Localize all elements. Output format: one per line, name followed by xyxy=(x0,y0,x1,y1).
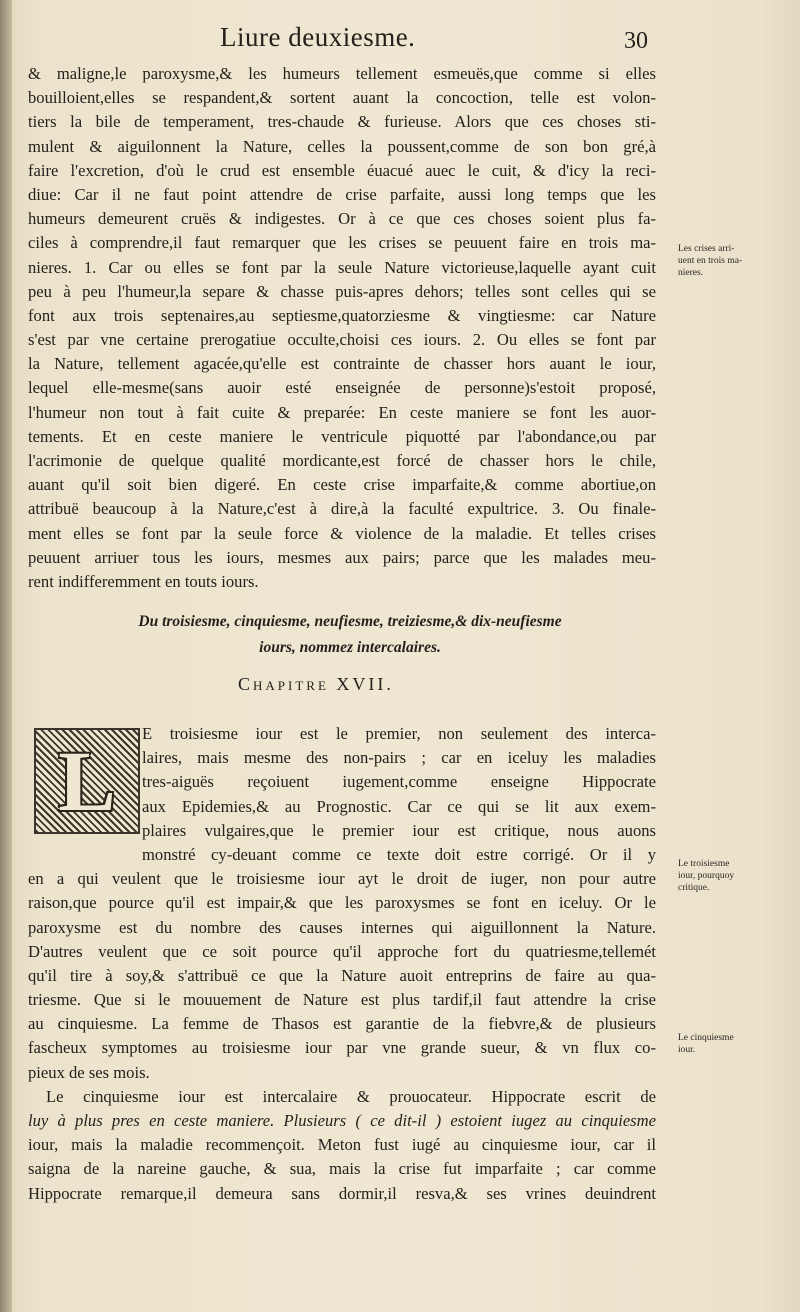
page-number: 30 xyxy=(624,28,648,54)
text-line: humeurs demeurent cruës & indigestes. Or à ce que ces choses soient plus fa- xyxy=(28,209,656,229)
text-line: mulent & aiguilonnent la Nature, celles la poussent,comme de son bon gré,à xyxy=(28,136,656,156)
text-line: rent indifferemment en touts iours. xyxy=(28,571,259,591)
text-line: auant qu'il soit bien digeré. En ceste crise imparfaite,& comme abortiue,on xyxy=(28,475,656,495)
text-line: E troisiesme iour est le premier, non seulement des interca- xyxy=(142,724,656,743)
text-line: au cinquiesme. La femme de Thasos est garantie de la fiebvre,& de plusieurs xyxy=(28,1014,656,1034)
text-line: l'humeur non tout à fait cuite & preparée: En ceste maniere se font les auor- xyxy=(28,402,656,422)
text-line: plaires vulgaires,que le premier iour est critique, nous auons xyxy=(142,820,656,840)
body-text-block-2 xyxy=(28,722,656,1206)
text-line: attribuë beaucoup à la Nature,c'est à dire,à la faculté expultrice. 3. Ou finale- xyxy=(28,499,656,519)
text-line: raison,que pource qu'il est impair,& que les paroxysmes se font en iceluy. Or le xyxy=(28,893,656,913)
text-line: diue: Car il ne faut point attendre de crise parfaite, aussi long temps que les xyxy=(28,184,656,204)
text-line: bouilloient,elles se respandent,& sortent auant la concoction, telle est volon- xyxy=(28,88,656,108)
text-line: peuuent arriuer tous les iours, mesmes aux pairs; parce que les malades meu- xyxy=(28,547,656,567)
text-line: ment elles se font par la seule force & violence de la maladie. Et telles crises xyxy=(28,523,656,543)
text-line: iour, mais la maladie recommençoit. Meton fust iugé au cinquiesme iour, car il xyxy=(28,1135,656,1155)
section-subtitle-line-2: iours, nommez intercalaires. xyxy=(259,639,441,656)
text-line: fascheux symptomes au troisiesme iour par vne grande sueur, & vn flux co- xyxy=(28,1038,656,1058)
text-line: monstré cy-deuant comme ce texte doit estre corrigé. Or il y xyxy=(142,844,656,864)
text-line: nieres. 1. Car ou elles se font par la seule Nature victorieuse,laquelle ayant cuit xyxy=(28,257,656,277)
text-line: en a qui veulent que le troisiesme iour ayt le droit de iuger, non pour autre xyxy=(28,869,656,889)
marginal-note-3: Le cinquiesme iour. xyxy=(678,1033,734,1055)
text-line: faire l'excretion, d'où le crud est ensemble éuacué auec le cuit, & d'icy la reci- xyxy=(28,160,656,180)
text-line: s'est par vne certaine prerogatiue occulte,choisi ces iours. 2. Ou elles se font par xyxy=(28,330,656,350)
text-line: laires, mais mesme des non-pairs ; car en iceluy les maladies xyxy=(142,748,656,768)
chapter-heading: Chapitre XVII. xyxy=(238,674,394,694)
text-line: l'acrimonie de quelque qualité mordicante,est forcé de chasser hors le chile, xyxy=(28,451,656,470)
text-line: paroxysme est du nombre des causes internes qui aiguillonnent la Nature. xyxy=(28,917,656,937)
text-line: aux Epidemies,& au Prognostic. Car ce qui se lit aux exem- xyxy=(142,796,656,816)
text-line: Le cinquiesme iour est intercalaire & prouocateur. Hippocrate escrit de xyxy=(46,1086,656,1106)
text-line: tements. Et en ceste maniere le ventricule piquotté par l'abondance,ou par xyxy=(28,426,656,446)
text-line: ciles à comprendre,il faut remarquer que les crises se peuuent faire en trois ma- xyxy=(28,233,656,253)
text-line: D'autres veulent que ce soit pource qu'il approche fort du quatriesme,tellemét xyxy=(28,941,656,961)
text-line: la Nature, tellement agacée,qu'elle est contrainte de chasser hors auant le iour, xyxy=(28,354,656,374)
text-line: lequel elle-mesme(sans auoir esté enseignée de personne)s'estoit proposé, xyxy=(28,378,656,398)
text-line: luy à plus pres en ceste maniere. Plusieurs ( ce dit-il ) estoient iugez au cinquiesme xyxy=(28,1111,656,1130)
text-line: tres-aiguës reçoiuent iugement,comme enseigne Hippocrate xyxy=(142,772,656,792)
text-line: tiers la bile de temperament, tres-chaude & furieuse. Alors que ces choses sti- xyxy=(28,112,656,132)
text-line: font aux trois septenaires,au septiesme,quatorziesme & vingtiesme: car Nature xyxy=(28,305,656,325)
body-text-block-1 xyxy=(28,62,656,594)
running-head: Liure deuxiesme. xyxy=(220,22,416,52)
marginal-note-1: Les crises arri- uent en trois ma- nieres. xyxy=(678,244,743,278)
initial-letter: L xyxy=(58,733,116,829)
page-gutter xyxy=(0,0,12,1312)
text-line: saigna de la nareine gauche, & sua, mais la crise fut imparfaite ; car comme xyxy=(28,1159,656,1179)
text-line: pieux de ses mois. xyxy=(28,1062,150,1082)
text-line: qu'il tire à soy,& s'attribuë ce que la Nature auoit entreprins de faire au qua- xyxy=(28,965,656,985)
text-line: peu à peu l'humeur,la separe & chasse puis-apres dehors; telles sont celles qui se xyxy=(28,281,656,301)
text-line: Hippocrate remarque,il demeura sans dormir,il resva,& ses vrines deuindrent xyxy=(28,1183,656,1203)
section-subtitle-line-1: Du troisiesme, cinquiesme, neufiesme, treiziesme,& dix-neufiesme xyxy=(138,613,562,630)
text-line: triesme. Que si le mouuement de Nature est plus tardif,il faut attendre la crise xyxy=(28,990,656,1010)
marginal-note-2: Le troisiesme iour, pourquoy critique. xyxy=(678,859,735,893)
text-line: & maligne,le paroxysme,& les humeurs tellement esmeuës,que comme si elles xyxy=(28,64,656,83)
